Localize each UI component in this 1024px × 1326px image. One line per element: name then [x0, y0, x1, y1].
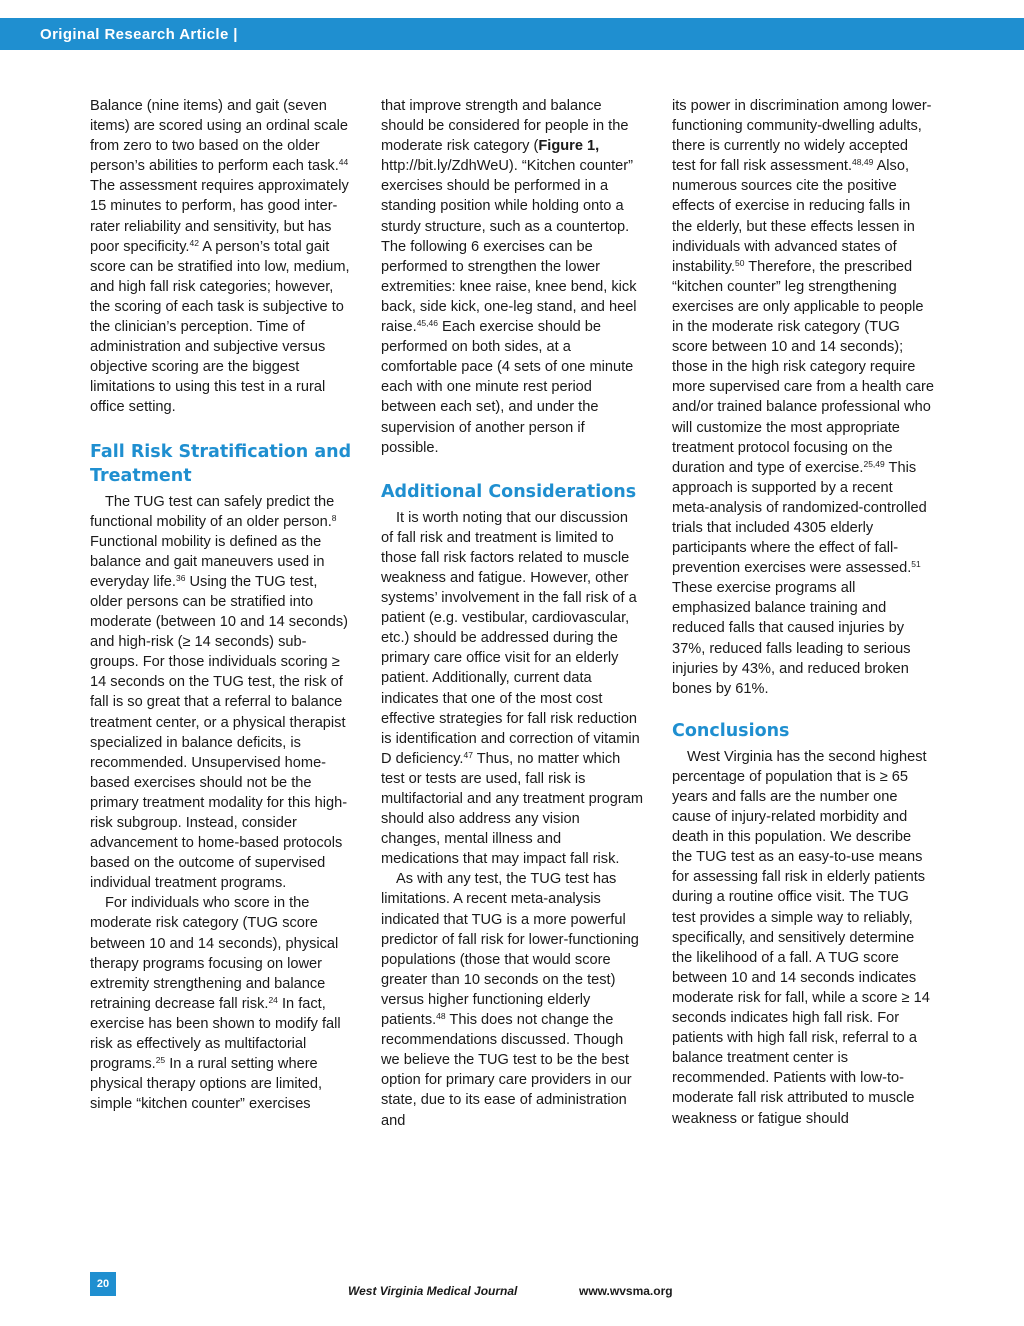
citation: 25,49: [863, 458, 885, 469]
citation: 48,49: [852, 157, 874, 168]
section-heading: Fall Risk Stratification and Treatment: [90, 441, 352, 486]
section-heading: Additional Considerations: [381, 481, 637, 502]
citation: 50: [735, 257, 745, 268]
paragraph: The TUG test can safely predict the functional mobility of an older person.$^8$ Functional mobility is defined as the balance and gait maneuvers used in everyday life.$^{36}$ Using the TUG test, older persons can be stratified into moderate (between 10 and 14 seconds) and high-risk (≥ 14 seconds) sub-groups. For those individuals scoring ≥ 14 seconds on the TUG test, the risk of fall is so great that a referral to balance treatment center, or a physical therapist specialized in balance deficits, is recommended. Unsupervised home-based exercises should not be the primary treatment modality for this high-risk subgroup. Instead, consider advancement to home-based protocols based on the outcome of supervised individual treatment programs.: [90, 493, 348, 892]
citation: 24: [268, 994, 278, 1005]
page-number: 20: [90, 1272, 116, 1296]
header-bar: [0, 18, 1024, 50]
citation: 8: [331, 512, 337, 523]
citation: 25: [155, 1055, 166, 1066]
column-2: [381, 96, 643, 1131]
paragraph: its power in discrimination among lower-functioning community-dwelling adults, there is currently no widely accepted test for fall risk assessment.$^{48,49}$ Also, numerous sources cite the positive effects of exercise in reducing falls in the elderly, but these effects lessen in individuals with advanced states of instability.$^{50}$ Therefore, the prescribed “kitchen counter” leg strengthening exercises are only applicable to people in the moderate risk category (TUG score between 10 and 14 seconds); those in the high risk category require more supervised care from a health care and/or trained balance professional who will customize the most appropriate treatment protocol focusing on the duration and type of exercise.$^{25,49}$ This approach is supported by a recent meta-analysis of randomized-controlled trials that included 4305 elderly participants where the effect of fall-prevention exercises were assessed.$^{51}$ These exercise programs all emphasized balance training and reduced falls that caused injuries by 37%, reduced falls leading to serious injuries by 43%, and reduced broken bones by 61%.: [672, 98, 934, 697]
citation: 47: [463, 749, 473, 760]
paragraph: For individuals who score in the moderate risk category (TUG score between 10 and 14 seconds), physical therapy programs focusing on lower extremity strengthening and balance retraining decrease fall risk.$^{24}$ In fact, exercise has been shown to modify fall risk as effectively as multifactorial programs.$^{25}$ In a rural setting where physical therapy options are limited, simple “kitchen counter” exercises: [90, 895, 341, 1113]
paragraph: that improve strength and balance should be considered for people in the moderate risk category (Figure 1, http://bit.ly/ZdhWeU). “Kitchen counter” exercises should be performed in a standing position while holding onto a sturdy structure, such as a countertop. The following 6 exercises can be performed to strengthen the lower extremities: knee raise, knee bend, kick back, side kick, one-leg stand, and heel raise.$^{45,46}$ Each exercise should be performed on both sides, at a comfortable pace (4 sets of one minute each with one minute rest period between each set), and under the supervision of another person if possible.: [381, 98, 637, 456]
figure-reference: Figure 1,: [538, 138, 600, 155]
journal-url[interactable]: www.wvsma.org: [579, 1284, 673, 1298]
citation: 51: [911, 559, 921, 570]
paragraph: West Virginia has the second highest percentage of population that is ≥ 65 years and falls are the number one cause of injury-related morbidity and death in this population. We describe the TUG test as an easy-to-use means for assessing fall risk in elderly patients during a routine office visit. The TUG test provides a simple way to reliably, specifically, and sensitively determine the likelihood of a fall. A TUG score between 10 and 14 seconds indicates moderate risk for fall, while a score ≥ 14 seconds indicates high fall risk. For patients with high fall risk, referral to a balance treatment center is recommended. Patients with low-to-moderate fall risk attributed to muscle weakness or fatigue should: [672, 748, 930, 1127]
section-label: Original Research Article |: [40, 26, 238, 43]
citation: 42: [189, 237, 199, 248]
citation: 36: [175, 572, 186, 583]
column-1: [90, 96, 352, 1114]
paragraph: It is worth noting that our discussion of fall risk and treatment is limited to those fall risk factors related to muscle weakness and fatigue. However, other systems’ involvement in the fall risk of a patient (e.g. vestibular, cardiovascular, etc.) should be addressed during the primary care office visit for an elderly patient. Additionally, current data indicates that one of the most cost effective strategies for fall risk reduction is identification and correction of vitamin D deficiency.$^{47}$ Thus, no matter which test or tests are used, fall risk is multifactorial and any treatment program should also address any vision changes, mental illness and medications that may impact fall risk.: [381, 509, 643, 868]
citation: 44: [338, 157, 349, 168]
journal-name: West Virginia Medical Journal: [348, 1284, 518, 1298]
paragraph: Balance (nine items) and gait (seven items) are scored using an ordinal scale from zero to two based on the older person’s abilities to perform each task.$^{44}$ The assessment requires approximately 15 minutes to perform, has good inter-rater reliability and sensitivity, but has poor specificity.$^{42}$ A person’s total gait score can be stratified into low, medium, and high fall risk categories; however, the scoring of each task is subjective to the clinician’s perception. Time of administration and subjective versus objective scoring are the biggest limitations to using this test in a rural office setting.: [90, 98, 350, 416]
section-heading: Conclusions: [672, 720, 790, 741]
column-3: [672, 96, 934, 1129]
citation: 48: [436, 1011, 446, 1022]
citation: 45,46: [416, 318, 438, 329]
paragraph: As with any test, the TUG test has limitations. A recent meta-analysis indicated that TUG is a more powerful predictor of fall risk for lower-functioning populations (those that would score greater than 10 seconds on the test) versus higher functioning elderly patients.$^{48}$ This does not change the recommendations discussed. Though we believe the TUG test to be the best option for primary care providers in our state, due to its ease of administration and: [381, 871, 639, 1129]
